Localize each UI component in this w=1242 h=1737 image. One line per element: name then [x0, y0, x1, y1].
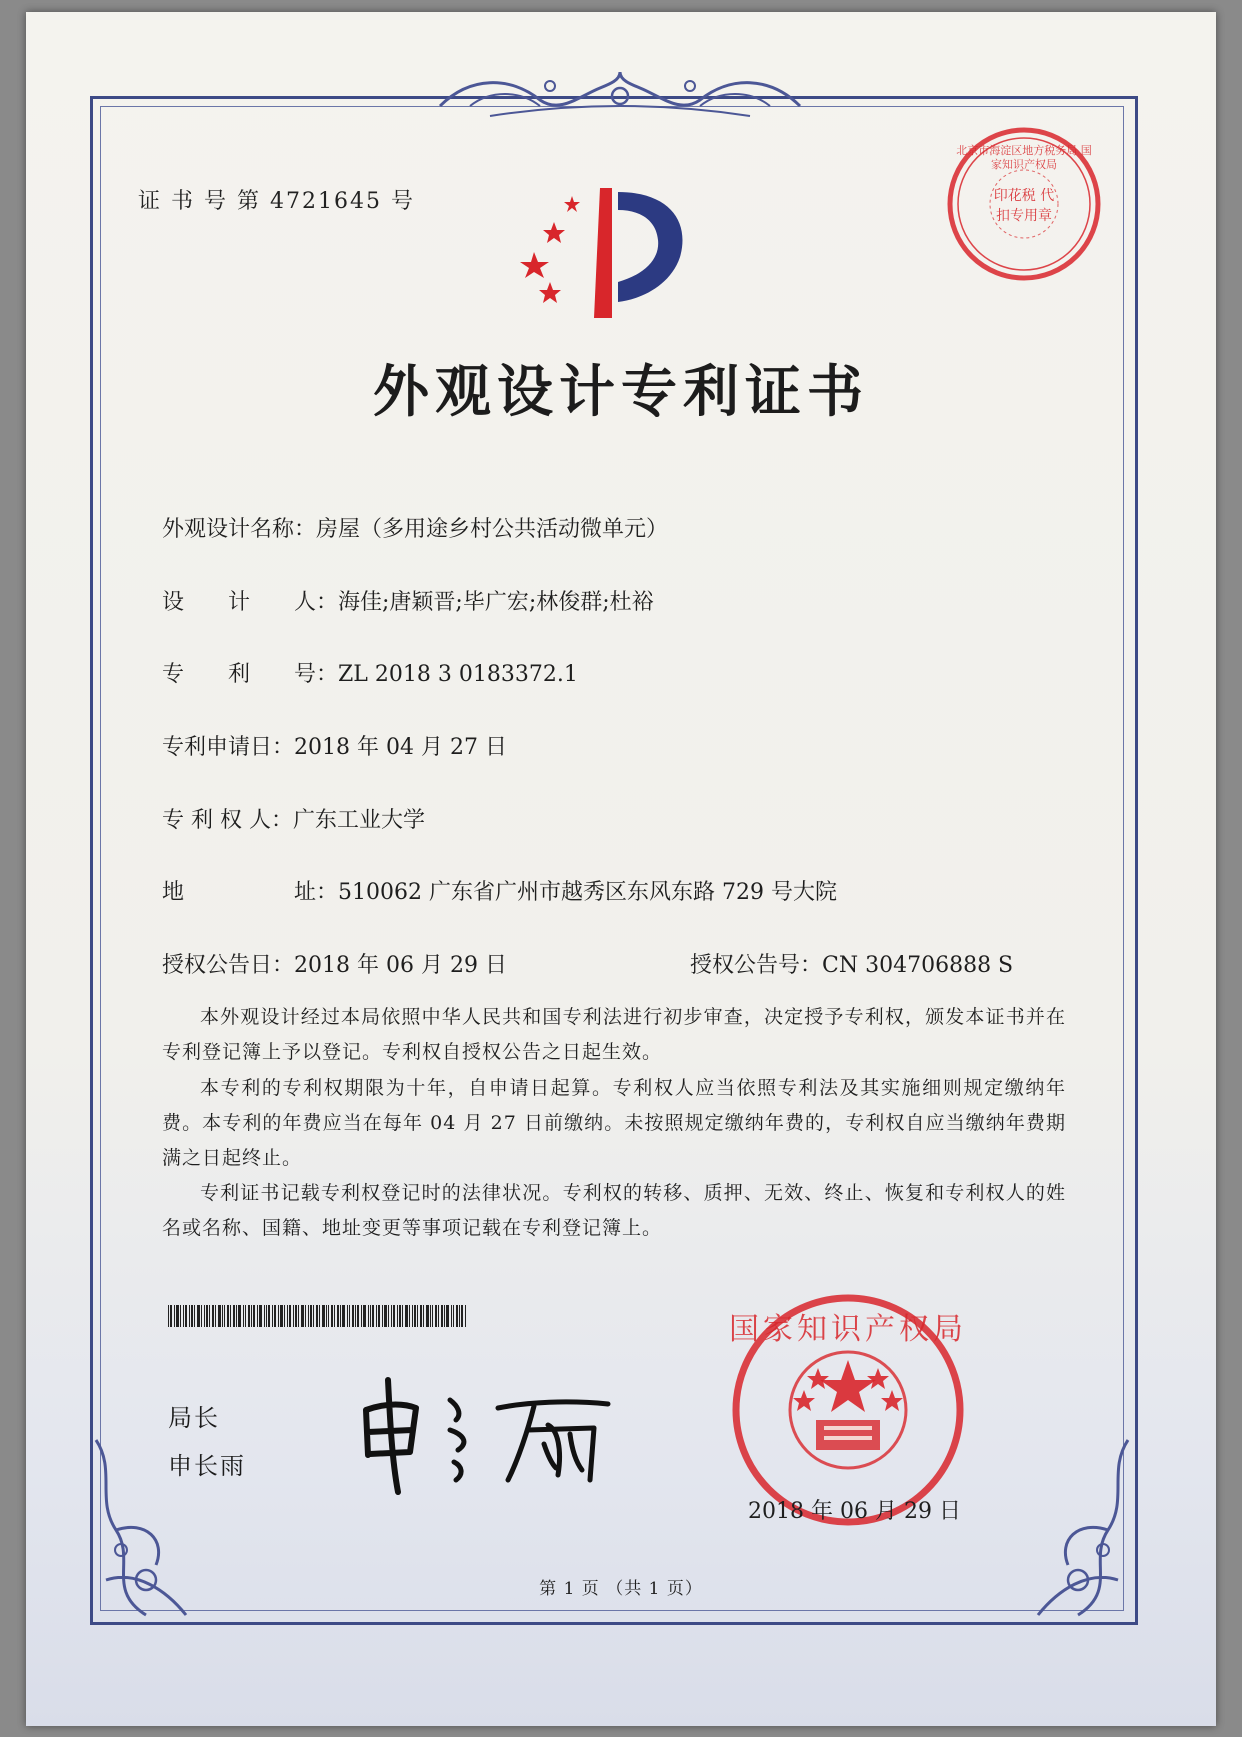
barcode [168, 1305, 468, 1327]
barcode-bar [438, 1305, 439, 1327]
barcode-bar [342, 1305, 345, 1327]
barcode-bar [420, 1305, 422, 1327]
barcode-bar [316, 1305, 318, 1327]
paragraph-term: 本专利的专利权期限为十年，自申请日起算。专利权人应当依照专利法及其实施细则规定缴纳年费。本专利的年费应当在每年 04 月 27 日前缴纳。未按照规定缴纳年费的，专利权自应当缴纳年费期满之日起终止。 [162, 1077, 1066, 1169]
announce-date-field [162, 948, 507, 979]
barcode-bar [388, 1305, 389, 1327]
announce-date-value: 2018 年 06 月 29 日 [294, 953, 507, 978]
barcode-bar [417, 1305, 418, 1327]
announce-number-value: CN 304706888 S [822, 953, 1014, 978]
barcode-bar [414, 1305, 416, 1327]
barcode-bar [319, 1305, 320, 1327]
barcode-bar [451, 1305, 452, 1327]
barcode-bar [310, 1305, 312, 1327]
barcode-bar [272, 1305, 273, 1327]
patent-number-label: 专 利 号： [162, 662, 339, 687]
barcode-bar [308, 1305, 309, 1327]
address-field [162, 875, 837, 906]
barcode-bar [405, 1305, 408, 1327]
application-date-value: 2018 年 04 月 27 日 [294, 735, 507, 760]
paragraph-grant: 本外观设计经过本局依照中华人民共和国专利法进行初步审查，决定授予专利权，颁发本证书并在专利登记簿上予以登记。专利权自授权公告之日起生效。 [162, 1006, 1066, 1063]
application-date-field [162, 730, 507, 761]
barcode-bar [280, 1305, 283, 1327]
barcode-bar [368, 1305, 369, 1327]
barcode-bar [349, 1305, 350, 1327]
signature [358, 1370, 618, 1495]
barcode-bar [361, 1305, 362, 1327]
paragraph-legal-status: 专利证书记载专利权登记时的法律状况。专利权的转移、质押、无效、终止、恢复和专利权人的姓名或名称、国籍、地址变更等事项记载在专利登记簿上。 [162, 1182, 1066, 1239]
barcode-bar [168, 1305, 169, 1327]
barcode-bar [459, 1305, 460, 1327]
barcode-bar [444, 1305, 445, 1327]
barcode-bar [204, 1305, 205, 1327]
address-value: 510062 广东省广州市越秀区东风东路 729 号大院 [338, 880, 837, 905]
barcode-bar [189, 1305, 190, 1327]
patent-number-value: ZL 2018 3 0183372.1 [338, 662, 578, 687]
barcode-bar [197, 1305, 200, 1327]
barcode-bar [268, 1305, 270, 1327]
barcode-bar [264, 1305, 265, 1327]
barcode-bar [209, 1305, 210, 1327]
page-number: 第 1 页 （共 1 页） [539, 1579, 703, 1599]
barcode-bar [206, 1305, 208, 1327]
tax-seal-text [944, 124, 1104, 284]
barcode-bar [370, 1305, 371, 1327]
patentee-label: 专 利 权 人： [162, 808, 293, 833]
barcode-bar [352, 1305, 354, 1327]
barcode-bar [384, 1305, 387, 1327]
barcode-bar [441, 1305, 443, 1327]
design-name-value: 房屋（多用途乡村公共活动微单元） [316, 517, 669, 542]
barcode-bar [245, 1305, 246, 1327]
barcode-bar [326, 1305, 327, 1327]
barcode-bar [378, 1305, 380, 1327]
announce-number-label: 授权公告号： [690, 953, 823, 978]
barcode-bar [372, 1305, 374, 1327]
designer-value: 海佳;唐颖晋;毕广宏;林俊群;杜裕 [338, 590, 654, 615]
barcode-bar [251, 1305, 252, 1327]
barcode-bar [391, 1305, 392, 1327]
tax-seal-center: 印花税 代扣专用章 [993, 188, 1055, 224]
certificate-title: 外观设计专利证书 [373, 360, 869, 425]
announce-date-label: 授权公告日： [162, 953, 295, 978]
barcode-bar [253, 1305, 255, 1327]
barcode-bar [430, 1305, 431, 1327]
barcode-bar [453, 1305, 454, 1327]
barcode-bar [301, 1305, 304, 1327]
bottom-right-ornament [1018, 1430, 1138, 1630]
barcode-bar [435, 1305, 437, 1327]
barcode-bar [287, 1305, 288, 1327]
barcode-bar [355, 1305, 356, 1327]
barcode-bar [397, 1305, 398, 1327]
barcode-bar [295, 1305, 297, 1327]
barcode-bar [331, 1305, 333, 1327]
barcode-bar [274, 1305, 276, 1327]
tax-seal-ring: 北京市海淀区地方税务局 国家知识产权局 [956, 144, 1092, 171]
certificate-number: 证 书 号 第 4721645 号 [138, 189, 415, 214]
office-seal-name: 国家知识产权局 [729, 1312, 967, 1347]
patentee-field [162, 803, 425, 834]
barcode-bar [185, 1305, 187, 1327]
barcode-bar [266, 1305, 267, 1327]
barcode-bar [259, 1305, 262, 1327]
barcode-bar [212, 1305, 214, 1327]
barcode-bar [191, 1305, 193, 1327]
barcode-bar [305, 1305, 306, 1327]
barcode-bar [347, 1305, 348, 1327]
barcode-bar [183, 1305, 184, 1327]
barcode-bar [243, 1305, 244, 1327]
barcode-bar [293, 1305, 294, 1327]
top-ornament [430, 66, 810, 122]
barcode-bar [284, 1305, 285, 1327]
barcode-bar [313, 1305, 314, 1327]
barcode-bar [363, 1305, 366, 1327]
barcode-bar [357, 1305, 359, 1327]
address-label: 地 址： [162, 880, 339, 905]
barcode-bar [227, 1305, 229, 1327]
barcode-bar [236, 1305, 237, 1327]
barcode-bar [340, 1305, 341, 1327]
designer-label: 设 计 人： [162, 590, 339, 615]
barcode-bar [257, 1305, 258, 1327]
barcode-bar [432, 1305, 433, 1327]
designer-field [162, 585, 654, 616]
patent-office-logo [520, 182, 700, 322]
barcode-bar [180, 1305, 181, 1327]
barcode-bar [423, 1305, 424, 1327]
chief-title: 局长 [168, 1404, 220, 1432]
barcode-bar [382, 1305, 383, 1327]
patent-number-field [162, 657, 578, 688]
barcode-bar [224, 1305, 225, 1327]
barcode-bar [393, 1305, 395, 1327]
barcode-bar [322, 1305, 325, 1327]
barcode-bar [176, 1305, 179, 1327]
design-name-label: 外观设计名称： [162, 517, 317, 542]
barcode-bar [409, 1305, 410, 1327]
barcode-bar [328, 1305, 329, 1327]
barcode-bar [222, 1305, 223, 1327]
barcode-bar [218, 1305, 221, 1327]
barcode-bar [376, 1305, 377, 1327]
barcode-bar [248, 1305, 250, 1327]
barcode-bar [215, 1305, 216, 1327]
design-name-field [162, 512, 668, 543]
barcode-bar [170, 1305, 172, 1327]
barcode-bar [412, 1305, 413, 1327]
barcode-bar [399, 1305, 401, 1327]
application-date-label: 专利申请日： [162, 735, 295, 760]
barcode-bar [334, 1305, 335, 1327]
barcode-bar [402, 1305, 403, 1327]
barcode-bar [298, 1305, 299, 1327]
barcode-bar [174, 1305, 175, 1327]
barcode-bar [278, 1305, 279, 1327]
barcode-bar [446, 1305, 449, 1327]
barcode-bar [230, 1305, 231, 1327]
barcode-bar [194, 1305, 195, 1327]
barcode-bar [337, 1305, 339, 1327]
patentee-value: 广东工业大学 [292, 808, 425, 833]
barcode-bar [465, 1305, 466, 1327]
barcode-bar [461, 1305, 463, 1327]
seal-date: 2018 年 06 月 29 日 [748, 1499, 961, 1524]
barcode-bar [238, 1305, 241, 1327]
barcode-bar [289, 1305, 291, 1327]
barcode-bar [456, 1305, 458, 1327]
barcode-bar [201, 1305, 202, 1327]
chief-name: 申长雨 [168, 1452, 246, 1480]
barcode-bar [426, 1305, 429, 1327]
announce-number-field [690, 948, 1013, 979]
barcode-bar [233, 1305, 235, 1327]
